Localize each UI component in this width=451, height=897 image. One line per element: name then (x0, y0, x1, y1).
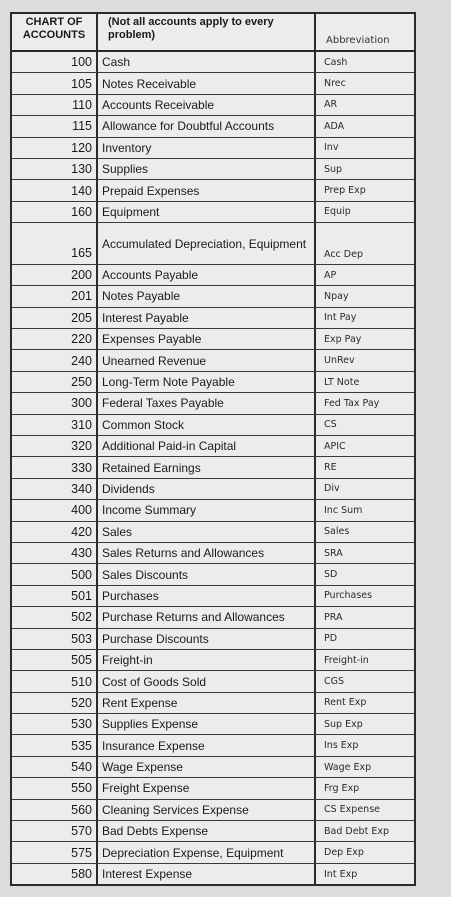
account-abbreviation: Bad Debt Exp (324, 825, 389, 837)
account-number: 580 (12, 864, 98, 884)
account-number: 501 (12, 586, 98, 606)
account-name: Wage Expense (98, 757, 316, 777)
table-row (12, 564, 414, 585)
account-abbreviation: CS (324, 419, 337, 431)
account-number: 502 (12, 607, 98, 627)
header-note: (Not all accounts apply to every problem) (98, 14, 316, 50)
account-abbreviation: Inv (324, 142, 339, 154)
table-row (12, 372, 414, 393)
account-number: 110 (12, 95, 98, 115)
account-abbreviation: Rent Exp (324, 697, 367, 709)
account-number: 510 (12, 671, 98, 691)
account-name: Long-Term Note Payable (98, 372, 316, 392)
account-abbreviation: CS Expense (324, 804, 380, 816)
account-abbreviation: UnRev (324, 355, 355, 367)
account-name: Bad Debts Expense (98, 821, 316, 841)
table-row (12, 522, 414, 543)
account-number: 320 (12, 436, 98, 456)
account-name: Purchase Returns and Allowances (98, 607, 316, 627)
table-row (12, 864, 414, 884)
table-body (12, 52, 414, 884)
account-number: 430 (12, 543, 98, 563)
table-row (12, 329, 414, 350)
table-row (12, 180, 414, 201)
account-name: Interest Expense (98, 864, 316, 884)
account-abbreviation: Acc Dep (324, 248, 363, 260)
account-number: 105 (12, 73, 98, 93)
account-number: 550 (12, 778, 98, 798)
account-abbreviation: SRA (324, 547, 343, 559)
account-number: 165 (12, 223, 98, 264)
account-name: Accounts Payable (98, 265, 316, 285)
account-name: Equipment (98, 202, 316, 222)
account-abbreviation: Inc Sum (324, 504, 363, 516)
table-row (12, 714, 414, 735)
account-name: Federal Taxes Payable (98, 393, 316, 413)
account-number: 500 (12, 564, 98, 584)
table-row (12, 202, 414, 223)
account-abbreviation: Fed Tax Pay (324, 397, 380, 409)
account-abbreviation: Sup (324, 163, 343, 175)
account-name: Retained Earnings (98, 457, 316, 477)
account-abbreviation: Wage Exp (324, 761, 372, 773)
account-name: Interest Payable (98, 308, 316, 328)
table-row (12, 95, 414, 116)
table-header (12, 14, 414, 52)
account-name: Unearned Revenue (98, 350, 316, 370)
account-abbreviation: Nrec (324, 78, 346, 90)
account-name: Cash (98, 52, 316, 72)
table-row (12, 436, 414, 457)
account-name: Inventory (98, 138, 316, 158)
table-row (12, 629, 414, 650)
account-name: Sales Returns and Allowances (98, 543, 316, 563)
account-number: 160 (12, 202, 98, 222)
account-number: 140 (12, 180, 98, 200)
table-row (12, 842, 414, 863)
account-abbreviation: Ins Exp (324, 740, 359, 752)
account-abbreviation: SD (324, 569, 338, 581)
account-number: 530 (12, 714, 98, 734)
table-row (12, 393, 414, 414)
account-number: 310 (12, 415, 98, 435)
account-name: Income Summary (98, 500, 316, 520)
account-abbreviation: Sales (324, 526, 350, 538)
account-number: 220 (12, 329, 98, 349)
account-abbreviation: Div (324, 483, 340, 495)
table-row (12, 265, 414, 286)
account-name: Common Stock (98, 415, 316, 435)
account-name: Purchases (98, 586, 316, 606)
table-row (12, 693, 414, 714)
account-number: 130 (12, 159, 98, 179)
table-row (12, 52, 414, 73)
account-number: 540 (12, 757, 98, 777)
table-row (12, 671, 414, 692)
table-row (12, 138, 414, 159)
account-name: Expenses Payable (98, 329, 316, 349)
account-abbreviation: Npay (324, 290, 349, 302)
account-number: 575 (12, 842, 98, 862)
account-number: 503 (12, 629, 98, 649)
account-abbreviation: Prep Exp (324, 185, 366, 197)
table-row (12, 286, 414, 307)
account-name: Notes Receivable (98, 73, 316, 93)
account-name: Additional Paid-in Capital (98, 436, 316, 456)
table-row (12, 457, 414, 478)
account-abbreviation: Int Exp (324, 868, 358, 880)
account-name: Accumulated Depreciation, Equipment (98, 223, 316, 264)
table-row (12, 415, 414, 436)
account-number: 505 (12, 650, 98, 670)
table-row (12, 73, 414, 94)
account-name: Dividends (98, 479, 316, 499)
account-number: 400 (12, 500, 98, 520)
account-abbreviation: AR (324, 99, 338, 111)
account-name: Notes Payable (98, 286, 316, 306)
account-name: Freight-in (98, 650, 316, 670)
account-name: Supplies (98, 159, 316, 179)
account-abbreviation: LT Note (324, 376, 360, 388)
account-number: 300 (12, 393, 98, 413)
account-abbreviation: CGS (324, 676, 345, 687)
account-name: Supplies Expense (98, 714, 316, 734)
table-row (12, 543, 414, 564)
account-number: 205 (12, 308, 98, 328)
table-row (12, 650, 414, 671)
account-abbreviation: Purchases (324, 590, 373, 602)
account-number: 115 (12, 116, 98, 136)
account-number: 535 (12, 735, 98, 755)
table-row (12, 116, 414, 137)
account-number: 340 (12, 479, 98, 499)
account-abbreviation: RE (324, 462, 337, 474)
account-number: 200 (12, 265, 98, 285)
account-number: 520 (12, 693, 98, 713)
table-row (12, 757, 414, 778)
account-number: 570 (12, 821, 98, 841)
header-chart-of-accounts: CHART OF ACCOUNTS (12, 14, 98, 50)
account-abbreviation: Cash (324, 56, 348, 68)
account-name: Accounts Receivable (98, 95, 316, 115)
account-name: Purchase Discounts (98, 629, 316, 649)
account-number: 100 (12, 52, 98, 72)
account-number: 420 (12, 522, 98, 542)
account-name: Cost of Goods Sold (98, 671, 316, 691)
chart-of-accounts-table (10, 12, 416, 886)
table-row (12, 223, 414, 265)
account-abbreviation: Frg Exp (324, 782, 360, 794)
table-row (12, 308, 414, 329)
account-abbreviation: AP (324, 269, 337, 281)
account-abbreviation: Equip (324, 206, 351, 218)
account-abbreviation: APIC (324, 440, 346, 452)
account-abbreviation: PRA (324, 611, 343, 623)
account-name: Prepaid Expenses (98, 180, 316, 200)
account-abbreviation: Sup Exp (324, 718, 363, 730)
account-name: Allowance for Doubtful Accounts (98, 116, 316, 136)
table-row (12, 778, 414, 799)
account-number: 250 (12, 372, 98, 392)
account-abbreviation: Dep Exp (324, 847, 364, 859)
table-row (12, 479, 414, 500)
header-abbreviation: Abbreviation (326, 35, 390, 46)
account-name: Depreciation Expense, Equipment (98, 842, 316, 862)
table-row (12, 607, 414, 628)
table-row (12, 500, 414, 521)
account-name: Rent Expense (98, 693, 316, 713)
account-abbreviation: Exp Pay (324, 333, 362, 345)
account-name: Freight Expense (98, 778, 316, 798)
account-number: 330 (12, 457, 98, 477)
account-abbreviation: ADA (324, 120, 345, 132)
account-name: Sales (98, 522, 316, 542)
table-row (12, 350, 414, 371)
table-row (12, 586, 414, 607)
account-number: 120 (12, 138, 98, 158)
account-abbreviation: Freight-in (324, 654, 369, 666)
account-number: 560 (12, 800, 98, 820)
table-row (12, 735, 414, 756)
account-abbreviation: Int Pay (324, 312, 357, 324)
table-row (12, 800, 414, 821)
table-row (12, 821, 414, 842)
account-name: Insurance Expense (98, 735, 316, 755)
account-abbreviation: PD (324, 633, 338, 645)
account-number: 201 (12, 286, 98, 306)
table-row (12, 159, 414, 180)
account-number: 240 (12, 350, 98, 370)
account-name: Cleaning Services Expense (98, 800, 316, 820)
account-name: Sales Discounts (98, 564, 316, 584)
